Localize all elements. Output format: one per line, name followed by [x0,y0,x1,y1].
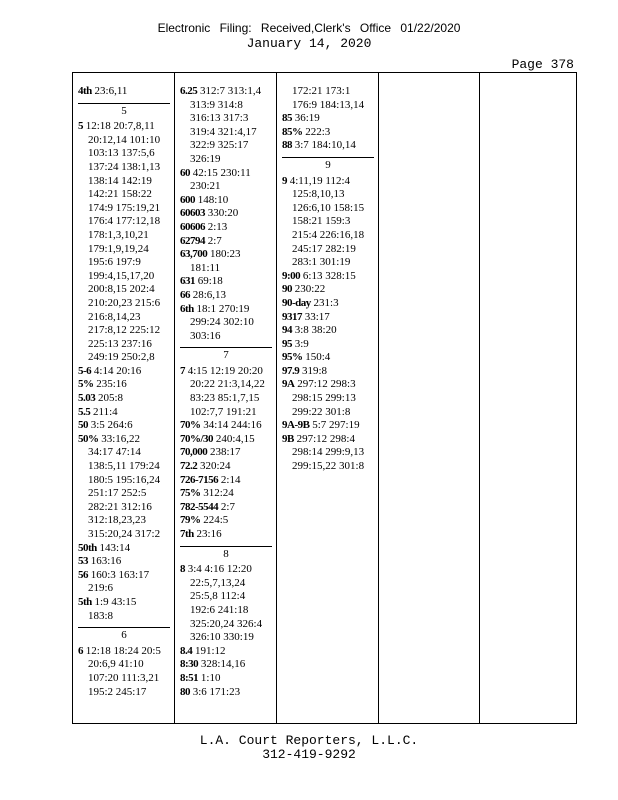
page-line-refs-continued: 195:2 245:17 [88,685,147,698]
page-line-refs: 1:10 [200,671,221,684]
index-entry [282,365,374,379]
page-line-refs-continued: 138:14 142:19 [88,174,152,187]
index-term: 5 [78,120,83,133]
page-line-refs-continued: 326:10 330:19 [190,631,254,644]
page-line-refs: 3:5 264:6 [90,419,133,432]
index-term: 53 [78,555,88,568]
index-entry [282,297,374,311]
index-entry [282,338,374,352]
page-line-refs-continued: 283:1 301:19 [292,256,351,269]
index-term: 85% [282,125,303,138]
page-line-refs-continued: 181:11 [190,261,221,274]
index-entry [78,85,170,99]
index-term: 6.25 [180,85,198,97]
page-line-refs: 1:9 43:15 [94,595,137,608]
index-term: 95% [282,351,303,364]
page-line-refs: 6:13 328:15 [302,269,356,282]
index-term: 6 [78,644,83,657]
index-term: 5th [78,595,92,608]
index-term: 600 [180,193,195,206]
index-entry [282,112,374,126]
page-line-refs: 328:14,16 [200,658,246,671]
index-entry [180,487,272,501]
page-line-refs: 320:24 [200,460,231,473]
index-term: 60606 [180,220,205,233]
index-term: 75% [180,487,201,500]
page-line-refs: 160:3 163:17 [90,568,150,581]
page-line-refs: 3:9 [294,337,309,350]
index-term: 9A [282,378,295,391]
index-term: 72.2 [180,460,198,473]
page-line-refs-continued: 216:8,14,23 [88,310,141,323]
index-entry [282,419,374,433]
page-line-refs-continued: 299:24 302:10 [190,316,254,329]
page-line-refs-continued: 142:21 158:22 [88,188,152,201]
index-entry [180,645,272,659]
index-entry [180,221,272,235]
page-line-refs-continued: 225:13 237:16 [88,337,152,350]
index-entry [180,686,272,700]
page-line-refs: 231:3 [313,296,339,309]
page-line-refs-continued: 83:23 85:1,7,15 [190,392,260,405]
page-line-refs-continued: 176:9 184:13,14 [292,98,365,111]
section-letter: 6 [78,627,170,643]
index-term: 9B [282,432,294,445]
page-line-refs: 3:8 38:20 [294,324,337,337]
index-term: 56 [78,568,88,581]
page-line-refs-continued: 282:21 312:16 [88,500,152,513]
index-term: 9 [282,174,287,187]
index-entry [78,569,170,583]
page-line-refs: 2:14 [220,473,241,486]
index-term: 90-day [282,296,311,309]
page-line-refs-continued: 325:20,24 326:4 [190,617,263,630]
index-entry [282,270,374,284]
page-line-refs: 319:8 [302,364,328,377]
index-entry [282,175,374,189]
index-term: 88 [282,139,292,152]
index-term: 8 [180,563,185,576]
index-term: 9:00 [282,269,301,282]
page-line-refs: 2:13 [207,220,228,233]
page-line-refs-continued: 195:6 197:9 [88,256,141,269]
index-entry [180,460,272,474]
index-entry [180,248,272,262]
page-line-refs-continued: 326:19 [190,152,221,165]
index-term: 70,000 [180,446,208,459]
page-line-refs-continued: 172:21 173:1 [292,85,351,97]
index-entry [282,283,374,297]
page-line-refs: 34:14 244:16 [203,419,262,432]
index-entry [180,446,272,460]
page-line-refs: 4:15 12:19 20:20 [187,364,263,377]
page-line-refs-continued: 107:20 111:3,21 [88,671,160,684]
index-term: 6th [180,302,194,315]
index-entry [282,378,374,392]
index-term: 79% [180,514,201,527]
index-term: 50th [78,541,97,554]
index-entry [180,514,272,528]
index-entry [78,365,170,379]
page-line-refs-continued: 20:12,14 101:10 [88,133,161,146]
page-line-refs: 4:11,19 112:4 [289,174,351,187]
index-term: 9A-9B [282,419,310,432]
page-line-refs-continued: 158:21 159:3 [292,215,351,228]
index-term: 60603 [180,207,205,220]
section-letter: 9 [282,157,374,173]
index-term: 631 [180,275,195,288]
index-term: 85 [282,112,292,125]
page-line-refs-continued: 199:4,15,17,20 [88,269,155,282]
page-line-refs: 150:4 [305,351,331,364]
index-column-2 [174,73,276,723]
transcript-date: January 14, 2020 [246,36,372,51]
page-line-refs: 143:14 [99,541,131,554]
index-term: 4th [78,85,92,97]
index-term: 62794 [180,234,205,247]
page-line-refs-continued: 312:18,23,23 [88,514,147,527]
page-line-refs: 3:7 184:10,14 [294,139,356,152]
page-line-refs: 163:16 [90,555,122,568]
filing-stamp: Electronic Filing: Received,Clerk's Office 01/22/2020 [157,21,461,35]
word-index-box [72,72,577,724]
index-entry [78,555,170,569]
page-line-refs-continued: 210:20,23 215:6 [88,296,161,309]
index-entry [180,275,272,289]
index-term: 70% [180,419,201,432]
index-term: 50% [78,432,99,445]
page-line-refs-continued: 20:6,9 41:10 [88,658,144,671]
page-line-refs: 42:15 230:11 [192,166,251,179]
page-line-refs: 297:12 298:4 [296,432,355,445]
page-line-refs-continued: 245:17 282:19 [292,242,356,255]
page-line-refs: 224:5 [203,514,229,527]
page-line-refs: 2:7 [207,234,222,247]
page-line-refs-continued: 180:5 195:16,24 [88,473,161,486]
page-line-refs-continued: 102:7,7 191:21 [190,405,257,418]
page-line-refs-continued: 215:4 226:16,18 [292,228,365,241]
index-entry [180,563,272,577]
page-line-refs: 238:17 [210,446,241,459]
index-term: 8:51 [180,671,199,684]
index-term: 8:30 [180,658,199,671]
page-line-refs: 12:18 20:7,8,11 [85,120,155,133]
index-entry [180,207,272,221]
court-reporter-name: L.A. Court Reporters, L.L.C. [199,733,419,748]
index-term: 5% [78,378,94,391]
index-term: 95 [282,337,292,350]
index-entry [78,596,170,610]
page-line-refs-continued: 20:22 21:3,14,22 [190,378,265,391]
index-term: 7th [180,528,194,540]
page-line-refs: 23:16 [196,528,222,540]
index-entry [180,474,272,488]
index-entry [180,365,272,379]
index-term: 63,700 [180,248,208,261]
page-line-refs-continued: 322:9 325:17 [190,139,249,152]
page-line-refs: 4:14 20:16 [93,364,142,377]
page-line-refs: 23:6,11 [94,85,128,97]
index-entry [78,392,170,406]
page-line-refs-continued: 178:1,3,10,21 [88,228,149,241]
page-line-refs-continued: 138:5,11 179:24 [88,460,160,473]
page-line-refs: 28:6,13 [192,288,227,301]
index-entry [282,324,374,338]
page-line-refs-continued: 179:1,9,19,24 [88,242,149,255]
page-line-refs: 211:4 [93,405,118,418]
section-letter: 5 [78,103,170,119]
index-entry [180,672,272,686]
page-line-refs: 180:23 [210,248,241,261]
page-line-refs: 235:16 [96,378,127,391]
page-line-refs: 230:22 [294,283,326,296]
page-number: Page 378 [511,57,574,72]
page-line-refs-continued: 316:13 317:3 [190,112,249,125]
page-line-refs: 3:6 171:23 [192,685,241,698]
index-term: 8.4 [180,644,193,657]
index-column-4 [378,73,479,723]
index-term: 60 [180,166,190,179]
index-entry [78,542,170,556]
index-entry [282,139,374,153]
index-term: 7 [180,364,185,377]
index-entry [180,194,272,208]
page-line-refs: 191:12 [195,644,226,657]
page-line-refs: 222:3 [305,125,331,138]
page-line-refs: 36:19 [294,112,320,125]
page-line-refs-continued: 126:6,10 158:15 [292,201,365,214]
section-letter: 7 [180,347,272,363]
index-term: 782-5544 [180,500,219,513]
index-term: 50 [78,419,88,432]
index-entry [180,419,272,433]
page-line-refs-continued: 298:14 299:9,13 [292,446,365,459]
index-entry [282,351,374,365]
page-line-refs-continued: 137:24 138:1,13 [88,160,161,173]
index-entry [180,658,272,672]
page-line-refs-continued: 200:8,15 202:4 [88,283,155,296]
page-line-refs-continued: 303:16 [190,329,221,342]
page-line-refs-continued: 34:17 47:14 [88,446,141,459]
page-line-refs-continued: 298:15 299:13 [292,392,356,405]
index-entry [180,235,272,249]
page-line-refs-continued: 125:8,10,13 [292,188,345,201]
page-line-refs-continued: 183:8 [88,609,114,622]
page-line-refs-continued: 103:13 137:5,6 [88,147,155,160]
court-reporter-phone: 312-419-9292 [262,747,356,762]
page-line-refs: 330:20 [207,207,239,220]
index-entry [78,645,170,659]
index-term: 94 [282,324,292,337]
page-line-refs: 240:4,15 [215,432,255,445]
page-line-refs-continued: 192:6 241:18 [190,603,249,616]
index-term: 5.5 [78,405,91,418]
page-line-refs-continued: 313:9 314:8 [190,98,243,111]
index-entry [78,433,170,447]
index-term: 5-6 [78,364,92,377]
page-line-refs-continued: 230:21 [190,180,221,193]
page-line-refs-continued: 176:4 177:12,18 [88,215,161,228]
page-line-refs-continued: 299:22 301:8 [292,405,351,418]
page-line-refs: 33:16,22 [101,432,141,445]
index-entry [180,501,272,515]
index-term: 80 [180,685,190,698]
page-line-refs-continued: 22:5,7,13,24 [190,576,246,589]
page-line-refs-continued: 219:6 [88,582,114,595]
index-entry [282,433,374,447]
section-letter: 8 [180,546,272,562]
index-entry [180,167,272,181]
index-term: 5.03 [78,392,96,405]
index-term: 66 [180,288,190,301]
index-term: 90 [282,283,292,296]
page-line-refs: 69:18 [197,275,223,288]
index-entry [78,419,170,433]
page-line-refs-continued: 249:19 250:2,8 [88,351,155,364]
index-term: 97.9 [282,364,300,377]
page-line-refs: 2:7 [220,500,235,513]
index-term: 726-7156 [180,473,219,486]
index-column-3 [276,73,378,723]
index-entry [78,406,170,420]
index-entry [282,311,374,325]
page-line-refs-continued: 315:20,24 317:2 [88,528,161,540]
page-line-refs: 148:10 [197,193,229,206]
index-entry [180,528,272,542]
page-line-refs: 312:24 [203,487,234,500]
index-entry [180,85,272,99]
page-line-refs: 205:8 [98,392,124,405]
page-line-refs: 297:12 298:3 [297,378,356,391]
index-entry [180,433,272,447]
index-entry [180,289,272,303]
index-entry [282,126,374,140]
page-line-refs: 18:1 270:19 [196,302,250,315]
index-entry [78,120,170,134]
index-column-5 [479,73,576,723]
page-line-refs: 5:7 297:19 [312,419,360,432]
index-entry [180,303,272,317]
page-line-refs: 3:4 4:16 12:20 [187,563,252,576]
index-term: 9317 [282,310,302,323]
page-line-refs-continued: 299:15,22 301:8 [292,460,365,473]
page-line-refs-continued: 319:4 321:4,17 [190,125,257,138]
page-line-refs: 312:7 313:1,4 [200,85,262,97]
page-line-refs-continued: 25:5,8 112:4 [190,590,246,603]
page-line-refs-continued: 174:9 175:19,21 [88,201,161,214]
page-line-refs-continued: 251:17 252:5 [88,487,147,500]
index-term: 70%/30 [180,432,214,445]
index-entry [78,378,170,392]
page-line-refs: 33:17 [304,310,330,323]
page-line-refs: 12:18 18:24 20:5 [85,644,161,657]
page-line-refs-continued: 217:8,12 225:12 [88,324,161,337]
index-column-1 [73,73,174,723]
